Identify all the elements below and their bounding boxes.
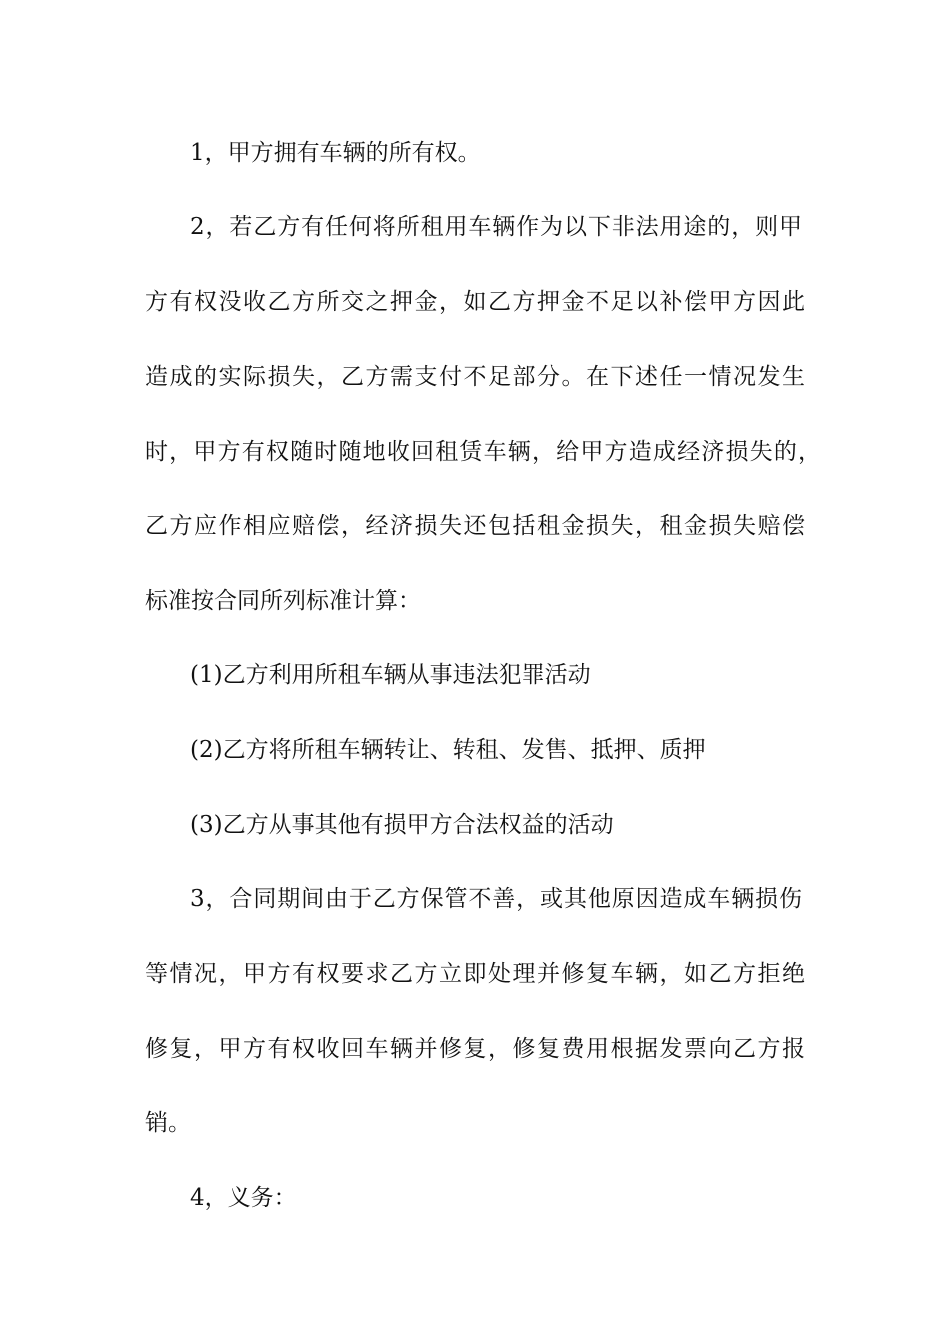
clause-2-line-5: 乙方应作相应赔偿，经济损失还包括租金损失，租金损失赔偿 [145,513,805,539]
clause-2-line-6: 标准按合同所列标准计算： [145,588,421,614]
clause-3-line-4: 销。 [145,1110,191,1136]
clause-1-line: 1，甲方拥有车辆的所有权。 [190,140,481,166]
clause-2-line-4: 时，甲方有权随时随地收回租赁车辆，给甲方造成经济损失的， [145,439,821,465]
clause-4-heading: 4，义务： [190,1185,297,1211]
clause-3-line-1: 3，合同期间由于乙方保管不善，或其他原因造成车辆损伤 [190,886,802,912]
sub-item-1: (1)乙方利用所租车辆从事违法犯罪活动 [190,662,591,688]
clause-2-line-2: 方有权没收乙方所交之押金，如乙方押金不足以补偿甲方因此 [145,289,805,315]
clause-3-line-2: 等情况，甲方有权要求乙方立即处理并修复车辆，如乙方拒绝 [145,961,805,987]
sub-item-3: (3)乙方从事其他有损甲方合法权益的活动 [190,812,614,838]
clause-2-line-3: 造成的实际损失，乙方需支付不足部分。在下述任一情况发生 [145,364,805,390]
sub-item-2: (2)乙方将所租车辆转让、转租、发售、抵押、质押 [190,737,706,763]
clause-3-line-3: 修复，甲方有权收回车辆并修复，修复费用根据发票向乙方报 [145,1036,805,1062]
clause-2-line-1: 2，若乙方有任何将所租用车辆作为以下非法用途的，则甲 [190,214,802,240]
